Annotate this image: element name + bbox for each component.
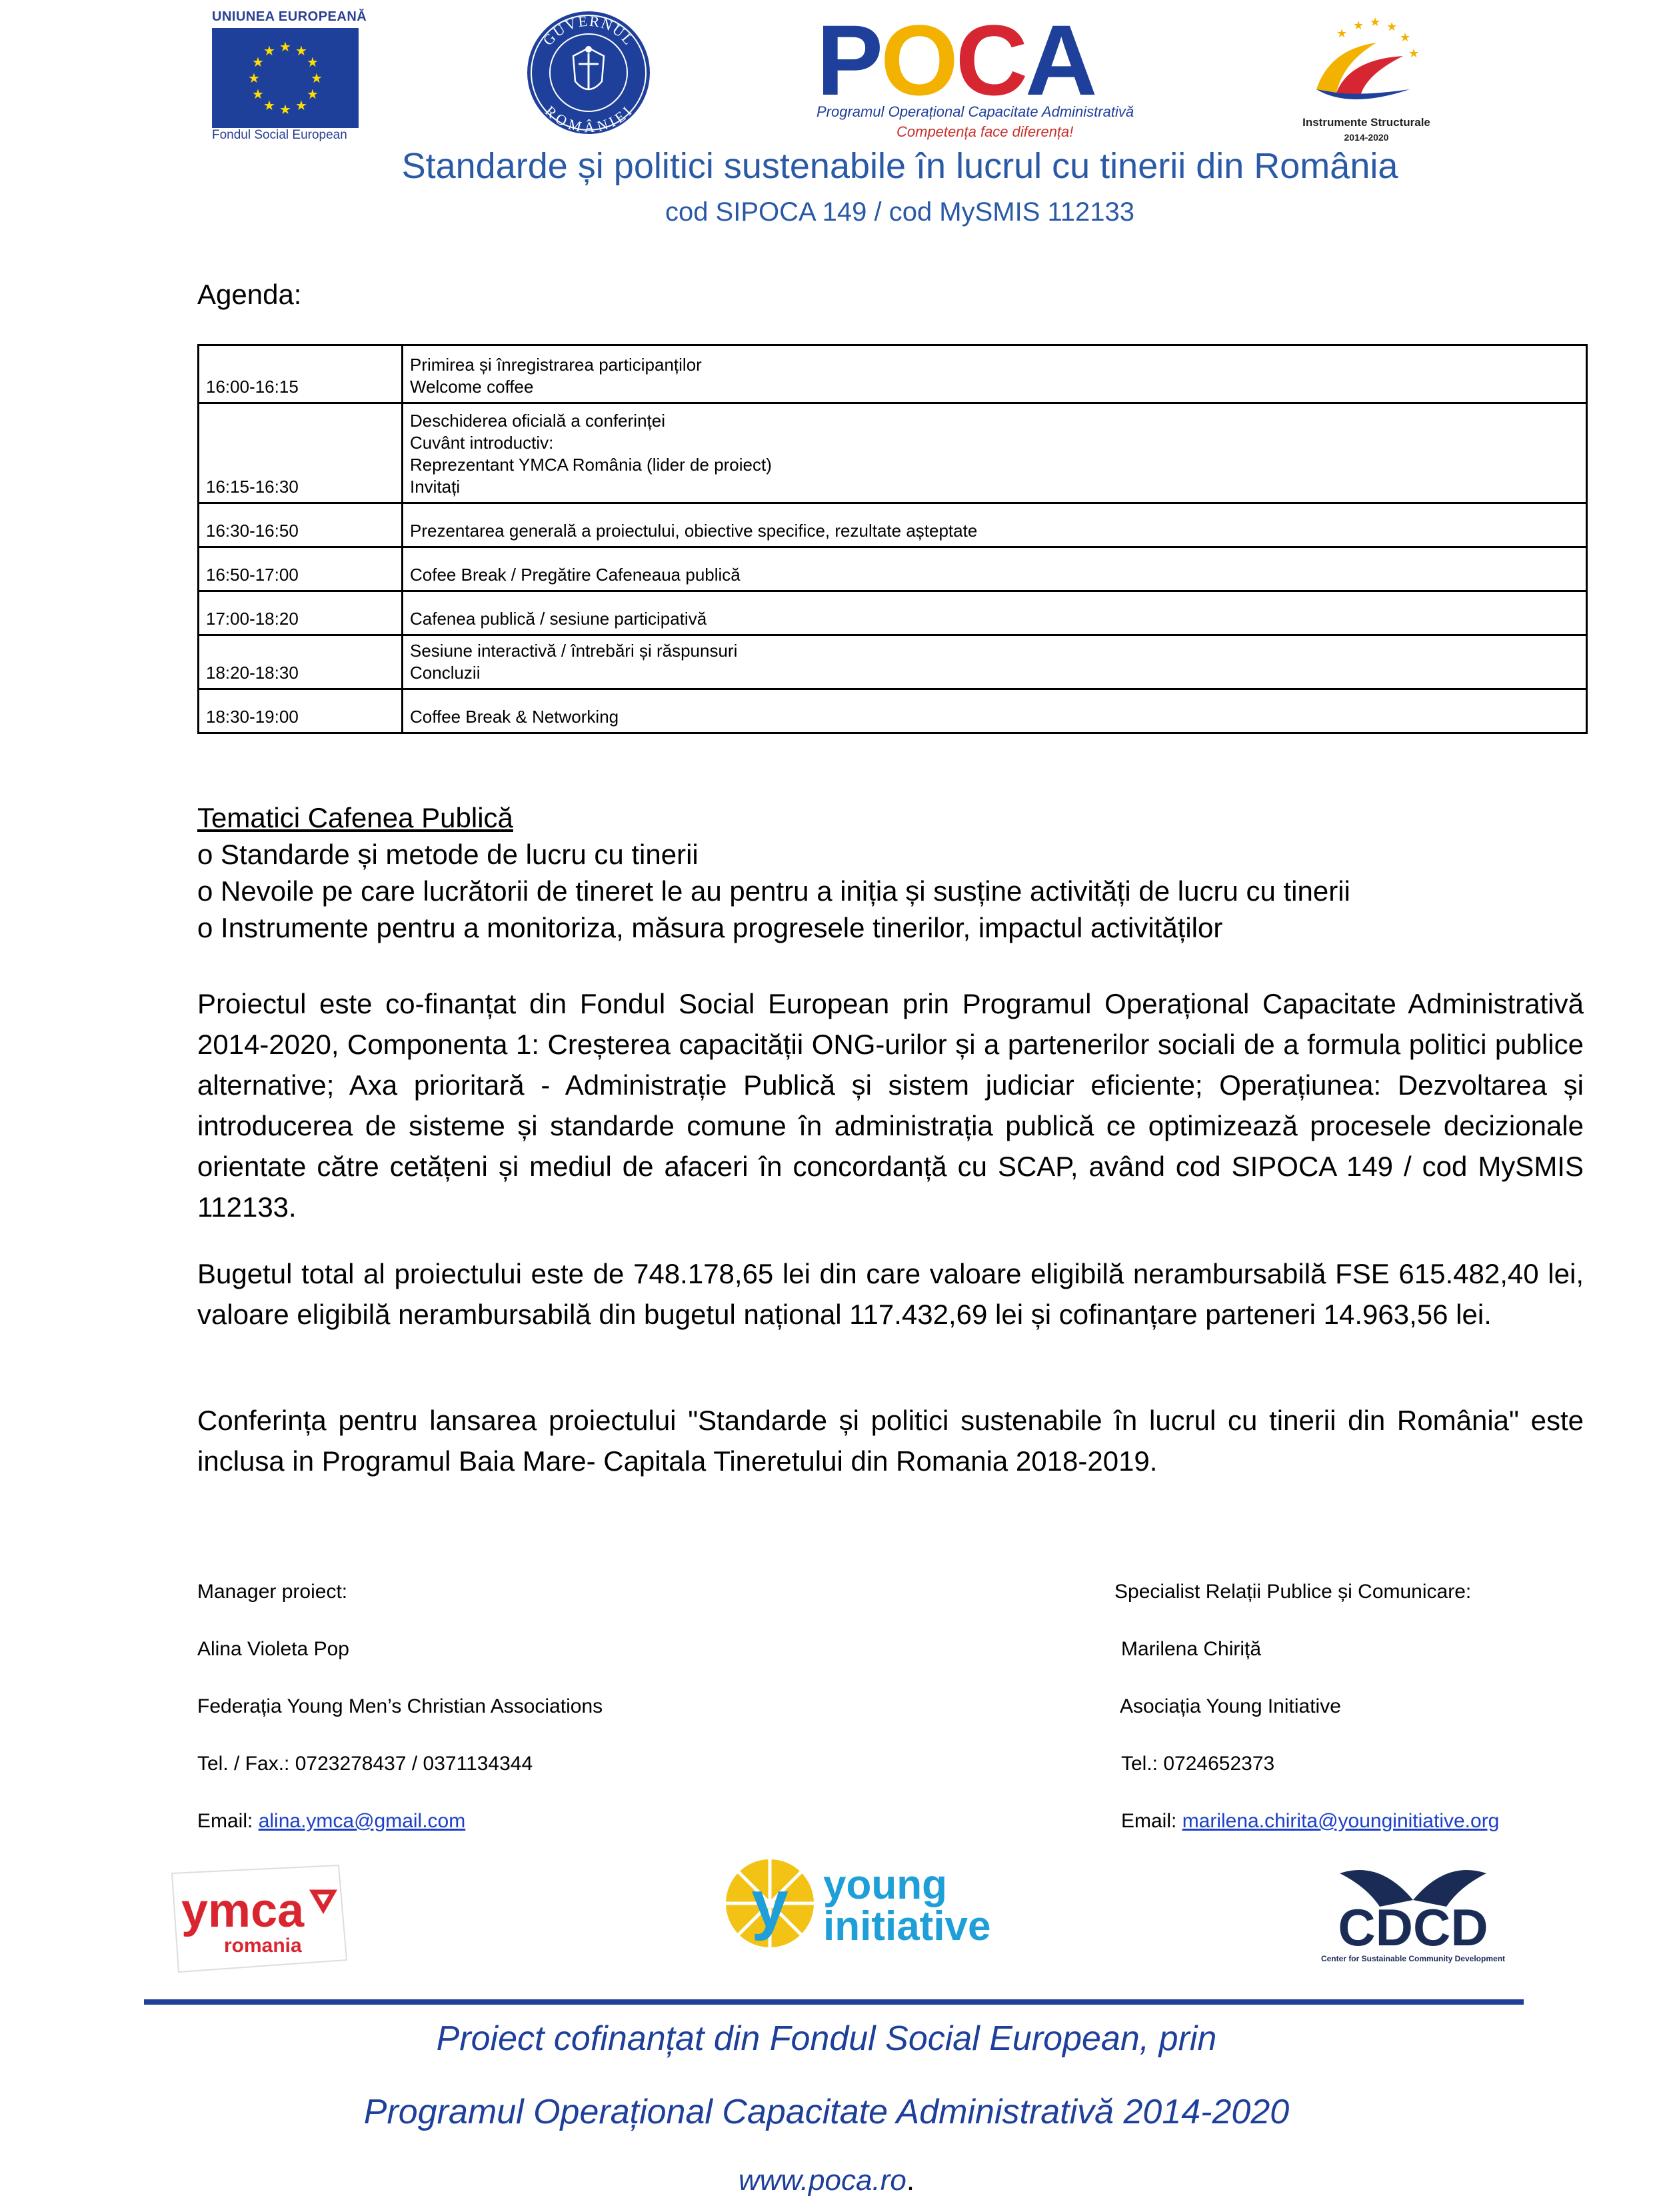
pr-specialist-phone: Tel.: 0724652373 (1121, 1753, 1275, 1775)
instrumente-structurale-years: 2014-2020 (1344, 132, 1389, 143)
agenda-activity-line: Cuvânt introductiv: (410, 433, 554, 453)
agenda-activity (403, 503, 1587, 547)
tematici-item: o Nevoile pe care lucrătorii de tineret le au pentru a iniția și susține activități de lucru cu tinerii (197, 875, 1350, 907)
agenda-row (199, 403, 1587, 503)
poca-logo-tagline: Competența face diferența! (896, 123, 1074, 140)
project-title: Standarde și politici sustenabile în lucrul cu tinerii din România (401, 146, 1398, 186)
svg-text:★: ★ (295, 97, 307, 113)
agenda-time: 16:50-17:00 (199, 547, 403, 591)
svg-text:★: ★ (1336, 27, 1348, 41)
agenda-row (199, 547, 1587, 591)
agenda-activity (403, 547, 1587, 591)
agenda-activity-line: Cofee Break / Pregătire Cafeneaua publică (410, 565, 741, 585)
agenda-activity (403, 591, 1587, 635)
eu-logo-top-text: UNIUNEA EUROPEANĂ (212, 9, 367, 24)
agenda-table (197, 344, 1588, 734)
agenda-time: 16:30-16:50 (199, 503, 403, 547)
svg-text:★: ★ (307, 86, 319, 102)
agenda-activity-line: Sesiune interactivă / întrebări și răspunsuri (410, 641, 738, 661)
agenda-activity-line: Concluzii (410, 663, 481, 683)
agenda-activity-line: Cafenea publică / sesiune participativă (410, 609, 707, 629)
footer-divider (144, 1999, 1524, 2005)
agenda-activity-line: Coffee Break & Networking (410, 707, 619, 727)
agenda-activity-line: Primirea și înregistrarea participanților (410, 355, 702, 375)
poca-logo (817, 4, 1134, 143)
pr-specialist-organization: Asociația Young Initiative (1120, 1695, 1341, 1717)
agenda-activity-line: Deschiderea oficială a conferinței (410, 411, 665, 431)
tematici-item: o Standarde și metode de lucru cu tinerii (197, 839, 699, 870)
svg-text:★: ★ (295, 43, 307, 59)
government-seal-bottom-text: ROMÂNIEI (541, 102, 636, 136)
manager-organization: Federația Young Men’s Christian Associations (197, 1695, 603, 1717)
footer-url-line (0, 2164, 1653, 2197)
svg-text:★: ★ (279, 101, 291, 117)
poca-logo-letter: O (880, 4, 956, 116)
agenda-activity-line: Welcome coffee (410, 377, 534, 397)
agenda-time: 17:00-18:20 (199, 591, 403, 635)
manager-phone: Tel. / Fax.: 0723278437 / 0371134344 (197, 1753, 533, 1775)
svg-text:★: ★ (1386, 20, 1398, 34)
agenda-time: 16:15-16:30 (199, 403, 403, 503)
agenda-time: 18:30-19:00 (199, 689, 403, 733)
agenda-row (199, 345, 1587, 403)
svg-text:★: ★ (263, 43, 275, 59)
agenda-activity (403, 635, 1587, 689)
ymca-romania-logo (159, 1860, 352, 1977)
manager-role: Manager proiect: (197, 1581, 348, 1603)
svg-text:★: ★ (263, 97, 275, 113)
agenda-activity (403, 689, 1587, 733)
pr-specialist-email-label: Email: (1121, 1810, 1182, 1832)
conference-paragraph: Conferința pentru lansarea proiectului "Standarde și politici sustenabile în lucrul cu tinerii din România" este inclusa in Programul Baia Mare- Capitala Tineretului din Romania 2018-2019. (197, 1405, 1584, 1477)
cscd-logo-caption: Center for Sustainable Community Development (1320, 1954, 1506, 1963)
instrumente-structurale-emblem-icon (1290, 9, 1443, 116)
agenda-row (199, 591, 1587, 635)
eu-logo-bottom-text: Fondul Social European (212, 128, 347, 142)
young-initiative-logo-digit: y (751, 1867, 789, 1941)
svg-text:★: ★ (311, 70, 323, 86)
agenda-activity (403, 345, 1587, 403)
tematici-item: o Instrumente pentru a monitoriza, măsura progresele tinerilor, impactul activităților (197, 912, 1223, 943)
poca-logo-letter: C (955, 4, 1026, 116)
agenda-activity (403, 403, 1587, 503)
young-initiative-logo-line2: initiative (823, 1903, 991, 1949)
cscd-logo-icon (1300, 1853, 1526, 1967)
footer-url-suffix: . (906, 2164, 915, 2197)
agenda-activity-line: Invitați (410, 477, 461, 497)
svg-text:★: ★ (1400, 31, 1411, 45)
svg-text:★: ★ (1408, 47, 1420, 61)
instrumente-structurale-title: Instrumente Structurale (1302, 116, 1430, 129)
svg-text:★: ★ (1353, 19, 1364, 33)
agenda-activity-line: Prezentarea generală a proiectului, obiective specifice, rezultate așteptate (410, 521, 978, 541)
svg-text:★: ★ (1370, 15, 1381, 29)
footer-url-link[interactable]: www.poca.ro (738, 2164, 906, 2197)
poca-logo-subtitle: Programul Operațional Capacitate Administrativă (817, 103, 1134, 120)
agenda-row (199, 635, 1587, 689)
manager-name: Alina Violeta Pop (197, 1638, 349, 1660)
government-logo (525, 9, 652, 136)
manager-email-link[interactable]: alina.ymca@gmail.com (258, 1810, 466, 1832)
pr-specialist-email-line (1121, 1810, 1499, 1833)
agenda-row (199, 503, 1587, 547)
young-initiative-logo-icon (723, 1853, 1016, 1953)
instrumente-structurale-logo (1290, 9, 1443, 143)
eu-flag-icon (212, 28, 359, 128)
government-seal-icon (525, 9, 652, 136)
government-seal-top-text: GUVERNUL (539, 12, 638, 49)
agenda-activity-line: Reprezentant YMCA România (lider de proiect) (410, 455, 772, 475)
project-code: cod SIPOCA 149 / cod MySMIS 112133 (665, 197, 1135, 227)
agenda-time: 18:20-18:30 (199, 635, 403, 689)
pr-specialist-role: Specialist Relații Publice și Comunicare: (1114, 1581, 1472, 1603)
svg-text:★: ★ (252, 86, 264, 102)
eu-logo (212, 9, 367, 142)
eu-stars-icon (212, 28, 359, 128)
cscd-logo-word: CDCD (1338, 1898, 1488, 1957)
poca-logo-letter: P (817, 4, 881, 116)
footer-line-2: Programul Operațional Capacitate Administrativă 2014-2020 (363, 2093, 1290, 2131)
svg-text:★: ★ (279, 39, 291, 55)
manager-email-label: Email: (197, 1810, 259, 1832)
cscd-logo (1300, 1853, 1526, 1967)
tematici-title: Tematici Cafenea Publică (197, 802, 513, 833)
agenda-label: Agenda: (197, 279, 302, 310)
poca-logo-word (817, 4, 1095, 116)
svg-text:★: ★ (248, 70, 260, 86)
svg-text:★: ★ (307, 54, 319, 70)
poca-logo-letter: A (1025, 4, 1095, 116)
funding-paragraph: Proiectul este co-finanțat din Fondul Social European prin Programul Operațional Capacitate Administrativă 2014-2020, Componenta 1: Creșterea capacității ONG-urilor și a partenerilor sociali de a formula politici publice alternative; Axa prioritară - Administrație Publică și sistem judiciar eficiente; Operațiunea: Dezvoltarea și introducerea de sisteme și standarde comune în administrația publică ce optimizează procesele decizionale orientate către cetățeni și mediul de afaceri în concordanță cu SCAP, având cod SIPOCA 149 / cod MySMIS 112133. (197, 988, 1584, 1223)
young-initiative-logo-line1: young (823, 1862, 947, 1908)
pr-specialist-email-link[interactable]: marilena.chirita@younginitiative.org (1182, 1810, 1500, 1832)
budget-paragraph: Bugetul total al proiectului este de 748.178,65 lei din care valoare eligibilă nerambursabilă FSE 615.482,40 lei, valoare eligibilă nerambursabilă din bugetul național 117.432,69 lei și cofinanțare parteneri 14.963,56 lei. (197, 1258, 1584, 1330)
agenda-time: 16:00-16:15 (199, 345, 403, 403)
young-initiative-logo (723, 1853, 1016, 1953)
ymca-logo-sub: romania (224, 1935, 302, 1957)
svg-text:★: ★ (252, 54, 264, 70)
ymca-logo-word: ymca (181, 1884, 305, 1937)
agenda-row (199, 689, 1587, 733)
ymca-logo-icon (159, 1860, 352, 1977)
pr-specialist-name: Marilena Chiriță (1121, 1638, 1262, 1660)
manager-email-line (197, 1810, 465, 1833)
footer-line-1: Proiect cofinanțat din Fondul Social European, prin (436, 2019, 1217, 2058)
